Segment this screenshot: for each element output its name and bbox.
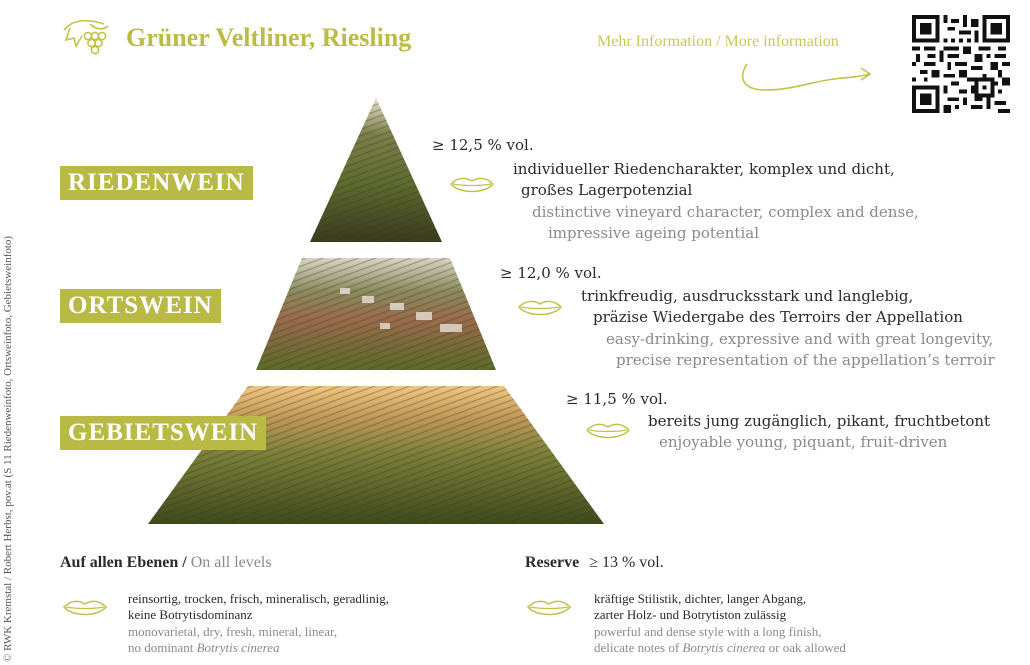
all-levels-description-de-2: keine Botrytisdominanz	[128, 607, 253, 622]
reserve-alcohol: ≥ 13 % vol.	[589, 554, 664, 571]
ortswein-alcohol: ≥ 12,0 % vol.	[500, 264, 602, 282]
ortswein-description-de-2: präzise Wiedergabe des Terroirs der Appellation	[593, 308, 963, 326]
all-levels-en-2-text: no dominant	[128, 640, 197, 655]
reserve-description-en-2	[594, 640, 846, 656]
reserve-heading	[525, 554, 664, 572]
all-levels-description-de-1: reinsortig, trocken, frisch, mineralisch, geradlinig,	[128, 591, 390, 606]
level-label-gebietswein: GEBIETSWEIN	[60, 416, 266, 450]
reserve-en-2-text-c: or oak allowed	[765, 640, 846, 655]
photo-credit: © RWK Kremstal / Robert Herbst, pov.at (S 11 Riedenweinfoto, Ortsweinfoto, Gebietsweinfoto)	[2, 235, 14, 662]
all-levels-heading	[60, 554, 272, 572]
riedenwein-description-en-2: impressive ageing potential	[548, 224, 759, 242]
ortswein-description-en-1: easy-drinking, expressive and with great longevity,	[606, 330, 994, 348]
all-levels-description-en-1: monovarietal, dry, fresh, mineral, linear,	[128, 624, 338, 639]
lips-icon	[585, 420, 631, 442]
reserve-en-2-text-a: delicate notes of	[594, 640, 683, 655]
gebietswein-alcohol: ≥ 11,5 % vol.	[566, 390, 668, 408]
reserve-description-de-1: kräftige Stilistik, dichter, langer Abgang,	[594, 591, 807, 606]
lips-icon	[517, 297, 563, 319]
riedenwein-description-de-2: großes Lagerpotenzial	[521, 181, 693, 199]
lips-icon	[449, 174, 495, 196]
page-title: Grüner Veltliner, Riesling	[126, 23, 412, 52]
level-label-ortswein: ORTSWEIN	[60, 289, 221, 323]
riedenwein-alcohol: ≥ 12,5 % vol.	[432, 136, 534, 154]
riedenwein-description-en-1: distinctive vineyard character, complex and dense,	[532, 203, 919, 221]
lips-icon	[62, 597, 108, 619]
reserve-description-en-1: powerful and dense style with a long finish,	[594, 624, 822, 639]
ortswein-description-en-2: precise representation of the appellation’s terroir	[616, 351, 995, 369]
all-levels-heading-en: On all levels	[190, 554, 272, 571]
curved-arrow-icon	[735, 62, 875, 96]
ortswein-description-de-1: trinkfreudig, ausdrucksstark und langlebig,	[581, 287, 914, 305]
header	[60, 16, 411, 60]
reserve-description-de-2: zarter Holz- und Botrytiston zulässig	[594, 607, 787, 622]
reserve-heading-label: Reserve	[525, 554, 580, 571]
reserve-en-2-italic: Botrytis cinerea	[682, 640, 766, 655]
level-label-riedenwein: RIEDENWEIN	[60, 166, 253, 200]
gebietswein-description-en-1: enjoyable young, piquant, fruit-driven	[659, 433, 948, 451]
grape-vine-icon	[60, 16, 112, 60]
lips-icon	[526, 597, 572, 619]
all-levels-description-en-2	[128, 640, 280, 656]
all-levels-heading-de: Auf allen Ebenen /	[60, 554, 187, 571]
qr-code[interactable]	[912, 15, 1010, 113]
more-information-link[interactable]: Mehr Information / More information	[597, 33, 839, 50]
all-levels-en-2-italic: Botrytis cinerea	[196, 640, 280, 655]
gebietswein-description-de-1: bereits jung zugänglich, pikant, fruchtbetont	[648, 412, 991, 430]
riedenwein-description-de-1: individueller Riedencharakter, komplex und dicht,	[513, 160, 895, 178]
